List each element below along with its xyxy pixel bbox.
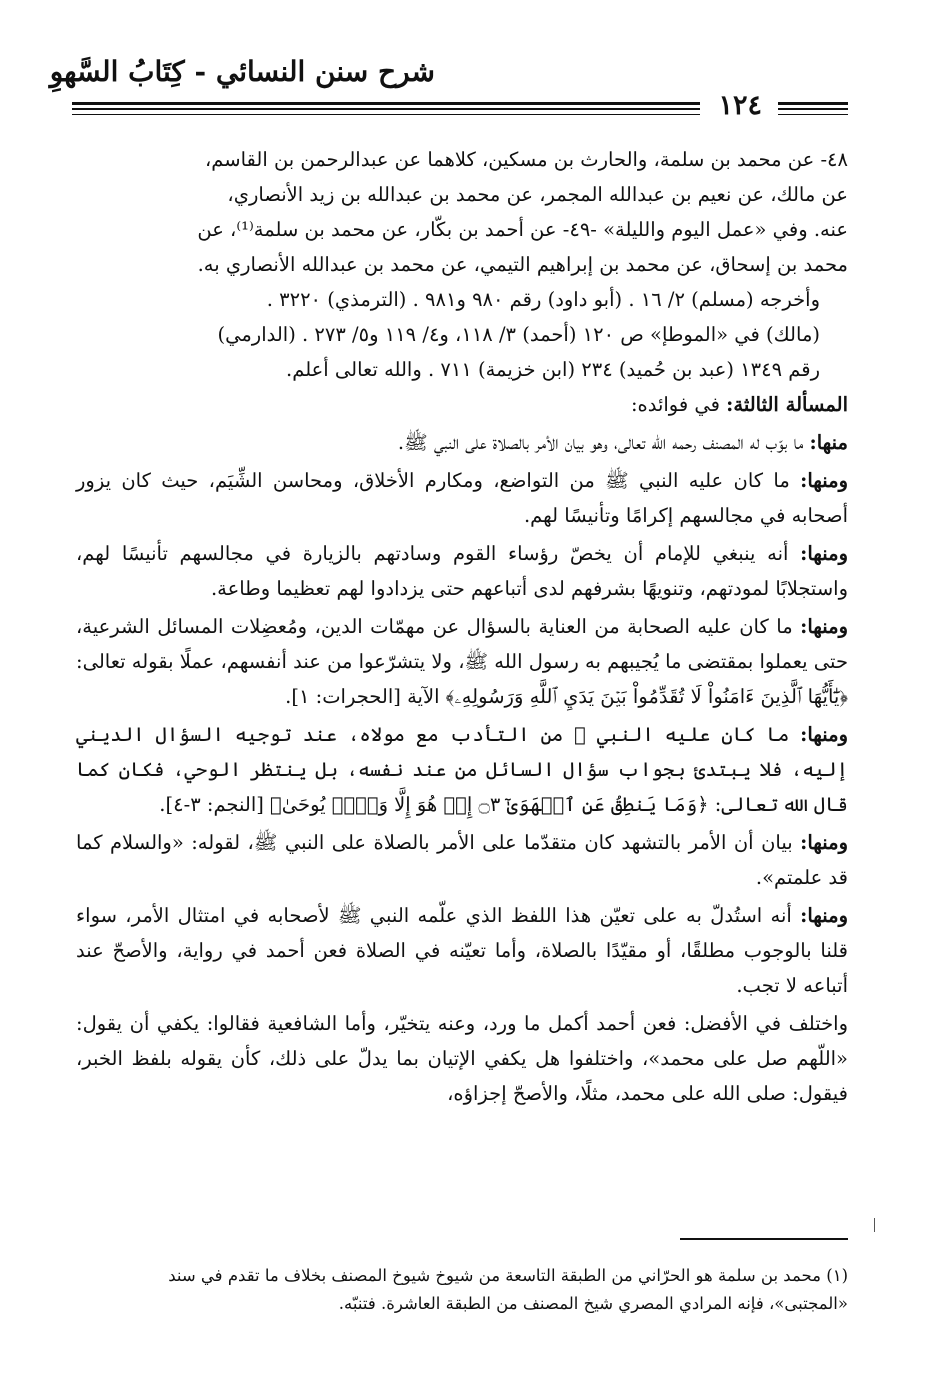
benefit-paragraph [76,609,848,714]
text-line: ٤٨- عن محمد بن سلمة، والحارث بن مسكين، كلاهما عن عبدالرحمن بن القاسم، [204,148,848,171]
footnote-line: «المجتبى»، فإنه المرادي المصري شيخ المصنف من الطبقة العاشرة. فتنبّه. [338,1294,848,1313]
reference-line: وأخرجه (مسلم) ٢/ ١٦ . (أبو داود) رقم ٩٨٠ و٩٨١ . (الترمذي) ٣٢٢٠ . [266,288,820,311]
benefit-paragraph [76,425,848,460]
benefit-lead: ومنها: [800,723,848,746]
benefit-text: بيان أن الأمر بالتشهد كان متقدّما على الأمر بالصلاة على النبي ﷺ، لقوله: «والسلام كما قد علمتم». [76,831,848,889]
page-number-rule [778,108,848,110]
benefit-text: ما كان عليه الصحابة من العناية بالسؤال عن مهمّات الدين، ومُعضِلات المسائل الشرعية، حتى يعملوا بمقتضى ما يُجيبهم به رسول الله ﷺ، ولا يتشرّعوا من عند أنفسهم، عملًا بقوله تعالى: ﴿يَٰٓأَيُّهَا ٱلَّذِينَ ءَامَنُواْ لَا تُقَدِّمُواْ بَيۡنَ يَدَيِ ٱللَّهِ وَرَسُولِهِۦ﴾ الآية [الحجرات: ١]. [76,615,848,708]
margin-mark [874,1218,875,1232]
header-rule [72,108,700,110]
page-number: ١٢٤ [710,90,770,121]
footnote-separator [680,1238,848,1240]
reference-line: رقم ١٣٤٩ (عبد بن حُميد) ٢٣٤ (ابن خزيمة) ٧١١ . والله تعالى أعلم. [286,358,820,381]
benefit-text: أنه ينبغي للإمام أن يخصّ رؤساء القوم وسادتهم بالزيارة في مجالسهم تأنيسًا لهم، واستجلابًا لمودتهم، وتنويهًا بشرفهم لدى أتباعهم حتى يزدادوا لهم تعظيما وطاعة. [76,542,848,600]
page-number-rule [778,102,848,105]
benefit-lead: ومنها: [800,904,848,927]
benefit-paragraph [76,898,848,1003]
text-line: عن مالك، عن نعيم بن عبدالله المجمر، عن محمد بن عبدالله بن زيد الأنصاري، [227,183,848,206]
header-rule [72,102,700,105]
benefit-lead: ومنها: [800,831,848,854]
benefit-text: ما كان عليه النبي ﷺ من التأدب مع مولاه، عند توجيه السؤال الديني إليه، فلا يبتدئ بجواب سؤال السائل من عند نفسه، بل ينتظر الوحي، فكان كما قال الله تعالى: ﴿وَمَا يَنطِقُ عَنِ ٱلۡهَوَىٰٓ ۝٣ إِنۡ هُوَ إِلَّا وَحۡيٞ يُوحَىٰ﴾ [النجم: ٣-٤]. [76,723,848,816]
header-rule [72,114,700,115]
page-number-rule [778,114,848,115]
benefit-paragraph [76,463,848,533]
section-heading-label: المسألة الثالثة: [726,393,848,416]
hadith-chain-paragraph [76,142,848,282]
text-line: محمد بن إسحاق، عن محمد بن إبراهيم التيمي، عن محمد بن عبدالله الأنصاري به. [197,253,848,276]
benefit-lead: ومنها: [800,615,848,638]
section-heading-text: في فوائده: [630,393,727,416]
benefit-lead: منها: [809,431,848,454]
takhrij-references [76,282,848,387]
benefit-text: أنه استُدلّ به على تعيّن هذا اللفظ الذي علّمه النبي ﷺ لأصحابه في امتثال الأمر، سواء قلنا بالوجوب مطلقًا، أو مقيّدًا بالصلاة، وأما تعيّنه في الصلاة فعن أحمد في رواية، والأصحّ عند أتباعه لا تجب. [76,904,848,997]
footnote [76,1262,848,1318]
reference-line: (مالك) في «الموطإ» ص ١٢٠ (أحمد) ٣/ ١١٨، و٤/ ١١٩ و٥/ ٢٧٣ . (الدارمي) [217,323,820,346]
benefit-text: ما بوّب له المصنف رحمه الله تعالى، وهو بيان الأمر بالصلاة على النبي ﷺ. [397,431,810,454]
benefit-lead: ومنها: [800,469,848,492]
running-header-title: شرح سنن النسائي - كِتَابُ السَّهوِ [49,55,435,88]
benefit-text: ما كان عليه النبي ﷺ من التواضع، ومكارم الأخلاق، ومحاسن الشِّيَم، حيث كان يزور أصحابه في مجالسهم إكرامًا وتأنيسًا لهم. [76,469,848,527]
section-heading [76,387,848,422]
benefit-paragraph [76,536,848,606]
benefit-paragraph [76,717,848,822]
benefit-lead: ومنها: [800,542,848,565]
text-line: عنه. وفي «عمل اليوم والليلة» -٤٩- عن أحمد بن بكّار، عن محمد بن سلمة⁽¹⁾، عن [197,218,848,241]
closing-paragraph: واختلف في الأفضل: فعن أحمد أكمل ما ورد، وعنه يتخيّر، وأما الشافعية فقالوا: يكفي أن يقول: «اللّهم صل على محمد»، واختلفوا هل يكفي الإتيان بما يدلّ على ذلك، كأن يقوله بلفظ الخبر، فيقول: صلى الله على محمد، مثلًا، والأصحّ إجزاؤه، [76,1012,848,1105]
benefit-paragraph [76,825,848,895]
main-text [76,142,848,1111]
footnote-line: (١) محمد بن سلمة هو الحرّاني من الطبقة التاسعة من شيوخ شيوخ المصنف بخلاف ما تقدم في سند [168,1266,848,1285]
